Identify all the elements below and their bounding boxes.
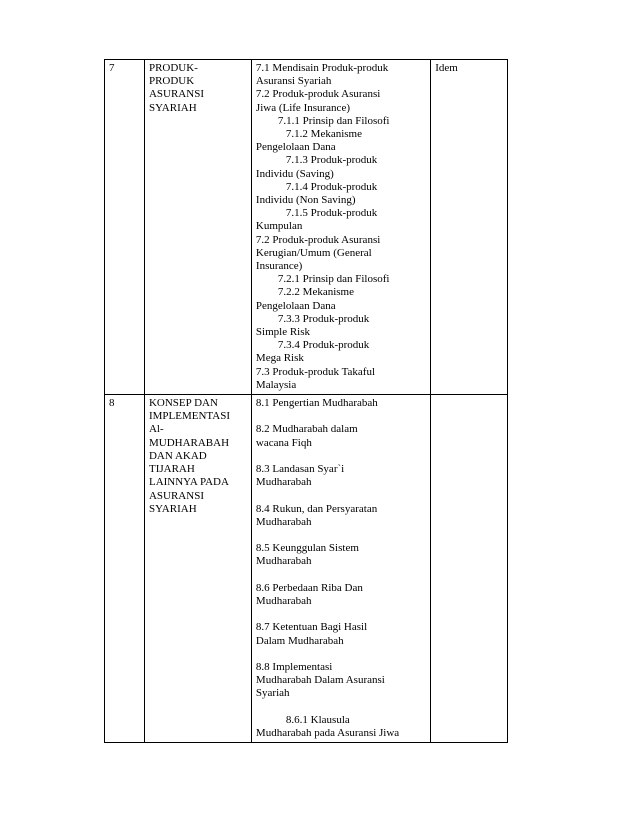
subtopic-line: Kerugian/Umum (General	[255, 246, 372, 259]
topic-line: MUDHARABAH	[148, 436, 230, 449]
subtopic-line: wacana Fiqh	[255, 436, 312, 449]
topic-cell	[144, 60, 251, 395]
subtopic-line: 7.2 Produk-produk Asuransi	[255, 233, 381, 246]
subtopic-line: 7.3 Produk-produk Takaful	[255, 365, 376, 378]
table-row	[105, 60, 508, 395]
subtopic-line: Mudharabah Dalam Asuransi	[255, 674, 385, 687]
subtopic-line: 8.1 Pengertian Mudharabah	[255, 397, 378, 410]
subtopic-line: 8.7 Ketentuan Bagi Hasil	[255, 621, 368, 634]
topic-cell	[144, 395, 251, 743]
syllabus-table	[104, 59, 508, 743]
subtopic-line: 7.2.2 Mekanisme	[277, 286, 354, 299]
subtopic-line: 7.2.1 Prinsip dan Filosofi	[277, 273, 390, 286]
topic-line: Al-	[148, 423, 164, 436]
subtopic-line: 8.8 Implementasi	[255, 661, 333, 674]
blank-line	[256, 489, 426, 502]
subtopic-line: Mudharabah	[255, 515, 312, 528]
subtopics-cell	[251, 60, 430, 395]
subtopic-line: Malaysia	[255, 378, 297, 391]
topic-line: ASURANSI	[148, 88, 204, 101]
subtopic-line: Kumpulan	[255, 220, 303, 233]
topic-line: DAN AKAD	[148, 449, 207, 462]
subtopic-line: 7.1.3 Produk-produk	[285, 154, 378, 167]
blank-line	[256, 701, 426, 714]
topic-line: KONSEP DAN	[148, 397, 218, 410]
subtopic-line: Individu (Saving)	[255, 167, 334, 180]
subtopic-line: Mudharabah	[255, 476, 312, 489]
subtopic-line: Mudharabah	[255, 595, 312, 608]
subtopic-line: 8.6.1 Klausula	[285, 713, 350, 726]
subtopic-line: Mudharabah	[255, 555, 312, 568]
topic-line: SYARIAH	[148, 502, 197, 515]
subtopic-line: 8.4 Rukun, dan Persyaratan	[255, 502, 378, 515]
note-cell	[431, 395, 508, 743]
subtopic-line: Pengelolaan Dana	[255, 141, 336, 154]
blank-line	[256, 529, 426, 542]
blank-line	[256, 450, 426, 463]
subtopic-line: Insurance)	[255, 260, 303, 273]
blank-line	[256, 410, 426, 423]
subtopic-line: Pengelolaan Dana	[255, 299, 336, 312]
topic-line: TIJARAH	[148, 463, 195, 476]
subtopic-line: 7.2 Produk-produk Asuransi	[255, 88, 381, 101]
subtopics-cell	[251, 395, 430, 743]
topic-line: IMPLEMENTASI	[148, 410, 230, 423]
subtopic-line: 8.6 Perbedaan Riba Dan	[255, 581, 363, 594]
subtopic-line: 7.3.4 Produk-produk	[277, 339, 370, 352]
subtopic-line: Asuransi Syariah	[255, 75, 332, 88]
subtopic-line: 7.3.3 Produk-produk	[277, 312, 370, 325]
blank-line	[256, 648, 426, 661]
subtopic-line: 7.1 Mendisain Produk-produk	[255, 62, 389, 74]
table-row	[105, 395, 508, 743]
topic-line: PRODUK-	[148, 62, 198, 74]
subtopic-line: 7.1.4 Produk-produk	[285, 180, 378, 193]
note-cell: Idem	[431, 60, 508, 395]
subtopic-line: 8.5 Keunggulan Sistem	[255, 542, 359, 555]
subtopic-line: 7.1.2 Mekanisme	[285, 128, 362, 141]
subtopic-line: Individu (Non Saving)	[255, 194, 356, 207]
row-number-cell: 7	[105, 60, 145, 395]
subtopic-line: Mudharabah pada Asuransi Jiwa	[255, 727, 400, 740]
subtopic-line: 7.1.1 Prinsip dan Filosofi	[277, 114, 390, 127]
subtopic-line: Simple Risk	[255, 326, 311, 339]
topic-line: LAINNYA PADA	[148, 476, 229, 489]
syllabus-table-body	[105, 60, 508, 743]
blank-line	[256, 569, 426, 582]
topic-line: ASURANSI	[148, 489, 204, 502]
subtopic-line: Jiwa (Life Insurance)	[255, 101, 350, 114]
row-number-cell: 8	[105, 395, 145, 743]
subtopic-line: Mega Risk	[255, 352, 304, 365]
subtopic-line: 8.3 Landasan Syar`i	[255, 463, 345, 476]
subtopic-line: 8.2 Mudharabah dalam	[255, 423, 358, 436]
subtopic-line: Syariah	[255, 687, 290, 700]
topic-line: PRODUK	[148, 75, 195, 88]
topic-line: SYARIAH	[148, 101, 197, 114]
blank-line	[256, 608, 426, 621]
subtopic-line: Dalam Mudharabah	[255, 634, 344, 647]
subtopic-line: 7.1.5 Produk-produk	[285, 207, 378, 220]
